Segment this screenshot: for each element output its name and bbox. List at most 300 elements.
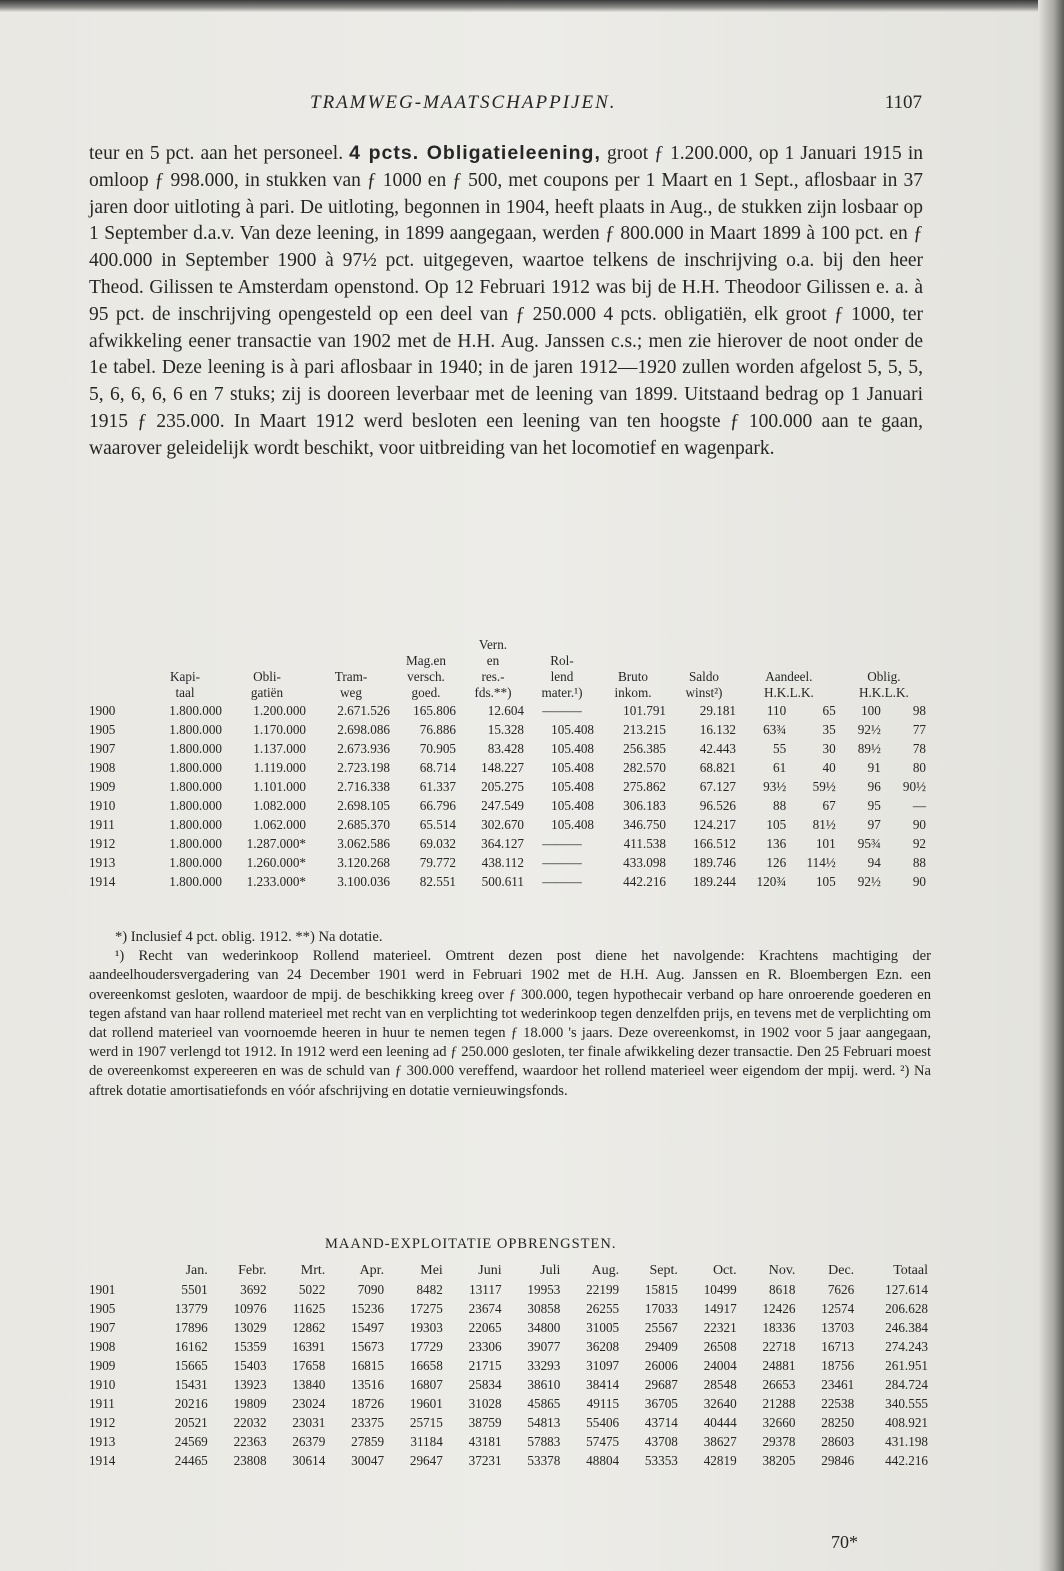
row-year: 1907 bbox=[89, 1320, 116, 1335]
row-year: 1914 bbox=[89, 1453, 116, 1468]
table-cell: 16807 bbox=[409, 1377, 443, 1392]
table-cell: 346.750 bbox=[623, 817, 666, 832]
table-row bbox=[89, 872, 929, 891]
table-cell: 25567 bbox=[644, 1320, 678, 1335]
table-cell: 1.101.000 bbox=[253, 779, 306, 794]
table-row bbox=[89, 1299, 931, 1318]
table-cell: 26006 bbox=[644, 1358, 678, 1373]
table-cell: 26653 bbox=[762, 1377, 796, 1392]
table-cell: 30614 bbox=[292, 1453, 326, 1468]
table-cell: 246.384 bbox=[885, 1320, 928, 1335]
col-year bbox=[89, 637, 145, 701]
month-column-header: Totaal bbox=[893, 1263, 928, 1278]
col-rollend: Rol- lend mater.¹) bbox=[541, 653, 583, 700]
month-column-header: Sept. bbox=[649, 1263, 678, 1278]
row-year: 1912 bbox=[89, 836, 116, 851]
table-cell: 63¾ bbox=[763, 722, 787, 737]
col-aandeel: Aandeel. H.K.L.K. bbox=[763, 669, 814, 700]
table-cell: 105.408 bbox=[551, 779, 594, 794]
table-row bbox=[89, 1318, 931, 1337]
table-cell: 17896 bbox=[174, 1320, 208, 1335]
table-cell: 15359 bbox=[233, 1339, 267, 1354]
table-cell: 17658 bbox=[292, 1358, 326, 1373]
table-cell: 28548 bbox=[703, 1377, 737, 1392]
table-cell: 29.181 bbox=[699, 703, 736, 718]
table-cell: ——— bbox=[542, 855, 582, 870]
table-cell: 13516 bbox=[351, 1377, 385, 1392]
table-cell: ——— bbox=[542, 874, 582, 889]
scan-top-shadow bbox=[0, 0, 1064, 12]
table-cell: 13029 bbox=[233, 1320, 267, 1335]
month-column-header: Apr. bbox=[359, 1263, 385, 1278]
table-cell: 22321 bbox=[703, 1320, 737, 1335]
table-cell: 24569 bbox=[174, 1434, 208, 1449]
table-row bbox=[89, 1375, 931, 1394]
footnote-star: *) Inclusief 4 pct. oblig. 1912. **) Na dotatie. bbox=[115, 929, 383, 945]
row-year: 1911 bbox=[89, 817, 115, 832]
table-cell: 22718 bbox=[762, 1339, 796, 1354]
table-cell: 94 bbox=[867, 855, 881, 870]
table-cell: 67.127 bbox=[699, 779, 736, 794]
table-cell: 275.862 bbox=[623, 779, 666, 794]
table-cell: 306.183 bbox=[623, 798, 666, 813]
table-cell: 76.886 bbox=[419, 722, 456, 737]
table-cell: 261.951 bbox=[885, 1358, 928, 1373]
table-cell: 17275 bbox=[409, 1301, 443, 1316]
table-cell: 23375 bbox=[351, 1415, 385, 1430]
table-cell: 1.800.000 bbox=[169, 817, 222, 832]
table-cell: 91 bbox=[867, 760, 881, 775]
table-cell: 5501 bbox=[181, 1282, 208, 1297]
table-cell: 1.119.000 bbox=[253, 760, 306, 775]
row-year: 1909 bbox=[89, 779, 116, 794]
month-column-header: Jan. bbox=[185, 1263, 208, 1278]
table-cell: 24881 bbox=[762, 1358, 796, 1373]
table-row bbox=[89, 739, 929, 758]
table-cell: 23031 bbox=[292, 1415, 326, 1430]
table-cell: 1.800.000 bbox=[169, 703, 222, 718]
table-cell: 68.821 bbox=[699, 760, 736, 775]
paragraph-text-start: teur en 5 pct. aan het personeel. bbox=[89, 143, 350, 164]
table-cell: 96 bbox=[867, 779, 881, 794]
table-cell: 16815 bbox=[351, 1358, 385, 1373]
table-cell: 29846 bbox=[821, 1453, 855, 1468]
table-cell: 105 bbox=[766, 817, 787, 832]
month-column-header: Dec. bbox=[828, 1263, 855, 1278]
table-cell: 31028 bbox=[468, 1396, 502, 1411]
col-magazijn: Mag.en versch. goed. bbox=[406, 653, 446, 700]
table-cell: 55 bbox=[773, 741, 787, 756]
table-cell: 105.408 bbox=[551, 760, 594, 775]
table-cell: 21288 bbox=[762, 1396, 796, 1411]
table-cell: 22065 bbox=[468, 1320, 502, 1335]
month-column-header: Juli bbox=[540, 1263, 561, 1278]
table-cell: 61.337 bbox=[419, 779, 456, 794]
table-cell: 25715 bbox=[409, 1415, 443, 1430]
table-cell: 42.443 bbox=[699, 741, 736, 756]
table-cell: 7626 bbox=[827, 1282, 855, 1297]
table-cell: 3.120.268 bbox=[337, 855, 390, 870]
table-cell: 23024 bbox=[292, 1396, 326, 1411]
table-cell: 1.800.000 bbox=[169, 798, 222, 813]
table-cell: 11625 bbox=[292, 1301, 326, 1316]
table-cell: 16658 bbox=[409, 1358, 443, 1373]
table-cell: 1.800.000 bbox=[169, 855, 222, 870]
table-row bbox=[89, 1280, 931, 1299]
table-cell: 38205 bbox=[762, 1453, 796, 1468]
table-cell: 16.132 bbox=[699, 722, 736, 737]
table-row bbox=[89, 1413, 931, 1432]
table-cell: 14917 bbox=[703, 1301, 737, 1316]
table-cell: 18336 bbox=[762, 1320, 796, 1335]
table-cell: 408.921 bbox=[885, 1415, 928, 1430]
table-cell: 442.216 bbox=[885, 1453, 928, 1468]
table-cell: 92½ bbox=[857, 874, 881, 889]
row-year: 1900 bbox=[89, 703, 116, 718]
table-cell: 411.538 bbox=[623, 836, 666, 851]
table-cell: 65 bbox=[822, 703, 836, 718]
table-cell: 45865 bbox=[527, 1396, 561, 1411]
table-cell: 189.244 bbox=[693, 874, 736, 889]
table-row bbox=[89, 777, 929, 796]
month-column-header: Aug. bbox=[591, 1263, 620, 1278]
table-cell: 48804 bbox=[586, 1453, 620, 1468]
table-row bbox=[89, 1356, 931, 1375]
table-cell: 54813 bbox=[527, 1415, 561, 1430]
table-cell: 5022 bbox=[298, 1282, 326, 1297]
table-cell: 15497 bbox=[351, 1320, 385, 1335]
col-obligatien: Obli- gatiën bbox=[250, 669, 284, 700]
page-number: 1107 bbox=[884, 92, 922, 113]
month-column-header: Febr. bbox=[238, 1263, 267, 1278]
table-cell: 25834 bbox=[468, 1377, 502, 1392]
monthly-table-body bbox=[89, 1280, 931, 1470]
table-cell: 247.549 bbox=[481, 798, 524, 813]
table-cell: 2.673.936 bbox=[337, 741, 390, 756]
table-cell: 17033 bbox=[644, 1301, 678, 1316]
table-cell: 19809 bbox=[233, 1396, 267, 1411]
table-row bbox=[89, 796, 929, 815]
footnotes bbox=[89, 928, 931, 1101]
row-year: 1905 bbox=[89, 1301, 116, 1316]
row-year: 1912 bbox=[89, 1415, 116, 1430]
monthly-header-row bbox=[89, 1262, 931, 1280]
row-year: 1908 bbox=[89, 1339, 116, 1354]
table-cell: 206.628 bbox=[885, 1301, 928, 1316]
table-cell: 21715 bbox=[468, 1358, 502, 1373]
table-cell: 438.112 bbox=[481, 855, 524, 870]
table-cell: 61 bbox=[773, 760, 787, 775]
table-cell: 2.685.370 bbox=[337, 817, 390, 832]
table-cell: 38627 bbox=[703, 1434, 737, 1449]
table-cell: 24465 bbox=[174, 1453, 208, 1468]
table-cell: 83.428 bbox=[487, 741, 524, 756]
financial-table-header-row bbox=[89, 637, 929, 701]
table-cell: 13779 bbox=[174, 1301, 208, 1316]
table-cell: 500.611 bbox=[481, 874, 524, 889]
table-cell: 124.217 bbox=[693, 817, 736, 832]
table-cell: 22199 bbox=[586, 1282, 620, 1297]
table-cell: 22363 bbox=[233, 1434, 267, 1449]
table-cell: 29647 bbox=[409, 1453, 443, 1468]
table-cell: 1.800.000 bbox=[169, 836, 222, 851]
table-row bbox=[89, 1337, 931, 1356]
table-cell: 12862 bbox=[292, 1320, 326, 1335]
table-cell: 1.200.000 bbox=[253, 703, 306, 718]
table-cell: 39077 bbox=[527, 1339, 561, 1354]
footnote-one: ¹) Recht van wederinkoop Rollend materieel. Omtrent dezen post diene het navolgende: Krachtens machtiging der aandeelhoudersvergadering van 24 December 1901 werd in Februari 1902 met de H.H. Aug. Janssen en R. Bloembergen Ezn. een overeenkomst gesloten, waardoor de mpij. de beschikking kreeg over ƒ 300.000, tegen hypothecair verband op hare onroerende goederen en tegen afstand van haar rollend materieel met recht van en verplichting tot wederinkoop tegen denzelfden prijs, en tevens met de verplichting om dat rollend materieel van voornoemde heeren in huur te nemen tegen ƒ 18.000 's jaars. Deze overeenkomst, in 1902 voor 5 jaar aangegaan, werd in 1907 verlengd tot 1912. In 1912 werd een leening ad ƒ 250.000 gesloten, ter finale afwikkeling dezer transactie. Den 25 Februari moest de overeenkomst expereeren en was de schuld van ƒ 300.000 vereffend, waardoor het rollend materieel weer eigendom der mpij. werd. ²) Na aftrek dotatie amortisatiefonds en vóór afschrijving en dotatie vernieuwingsfonds. bbox=[89, 948, 931, 1099]
table-cell: 32660 bbox=[762, 1415, 796, 1430]
table-cell: 22032 bbox=[233, 1415, 267, 1430]
table-cell: 12426 bbox=[762, 1301, 796, 1316]
table-cell: 340.555 bbox=[885, 1396, 928, 1411]
table-cell: 23306 bbox=[468, 1339, 502, 1354]
table-cell: 31005 bbox=[586, 1320, 620, 1335]
row-year: 1914 bbox=[89, 874, 116, 889]
table-cell: 20216 bbox=[174, 1396, 208, 1411]
running-head bbox=[310, 92, 930, 118]
table-cell: 70.905 bbox=[419, 741, 456, 756]
table-cell: 2.698.105 bbox=[337, 798, 390, 813]
row-year: 1911 bbox=[89, 1396, 115, 1411]
table-row bbox=[89, 758, 929, 777]
row-year: 1901 bbox=[89, 1282, 116, 1297]
table-cell: 1.062.000 bbox=[253, 817, 306, 832]
table-cell: 57475 bbox=[586, 1434, 620, 1449]
table-cell: 67 bbox=[822, 798, 836, 813]
table-cell: 431.198 bbox=[885, 1434, 928, 1449]
table-cell: 96.526 bbox=[699, 798, 736, 813]
table-cell: 105.408 bbox=[551, 741, 594, 756]
table-cell: 27859 bbox=[351, 1434, 385, 1449]
paragraph-text-rest: groot ƒ 1.200.000, op 1 Januari 1915 in omloop ƒ 998.000, in stukken van ƒ 1000 en ƒ 500, met coupons per 1 Maart en 1 Sept., aflosbaar in 37 jaren door uitloting à pari. De uitloting, begonnen in 1904, heeft plaats in Aug., de stukken zijn losbaar op 1 September d.a.v. Van deze leening, in 1899 aangegaan, werden ƒ 800.000 in Maart 1899 à 100 pct. en ƒ 400.000 in September 1900 à 97½ pct. uitgegeven, waartoe telkens de inschrijving o.a. bij den heer Theod. Gilissen te Amsterdam openstond. Op 12 Februari 1912 was bij de H.H. Theodoor Gilissen e. a. à 95 pct. de inschrijving opengesteld op een deel van ƒ 250.000 4 pcts. obligatiën, elk groot ƒ 1000, ter afwikkeling eener transactie van 1902 met de H.H. Aug. Janssen c.s.; men zie hierover de noot onder de 1e tabel. Deze leening is à pari aflosbaar in 1940; in de jaren 1912—1920 zullen worden afgelost 5, 5, 5, 5, 6, 6, 6, 6 en 7 stuks; zij is dooreen leverbaar met de leening van 1899. Uitstaand bedrag op 1 Januari 1915 ƒ 235.000. In Maart 1912 werd besloten een leening van ten hoogste ƒ 100.000 aan te gaan, waarover geleidelijk wordt beschikt, voor uitbreiding van het locomotief en wagenpark. bbox=[89, 143, 923, 459]
table-cell: 59½ bbox=[812, 779, 836, 794]
col-vernieuwing: Vern. en res.- fds.**) bbox=[474, 637, 512, 700]
table-cell: 15815 bbox=[644, 1282, 678, 1297]
table-cell: 114½ bbox=[806, 855, 836, 870]
row-year: 1910 bbox=[89, 798, 116, 813]
table-cell: 442.216 bbox=[623, 874, 666, 889]
table-cell: 13840 bbox=[292, 1377, 326, 1392]
table-cell: 105.408 bbox=[551, 817, 594, 832]
table-cell: 8618 bbox=[769, 1282, 796, 1297]
table-cell: 55406 bbox=[586, 1415, 620, 1430]
table-cell: 15403 bbox=[233, 1358, 267, 1373]
table-cell: 136 bbox=[766, 836, 787, 851]
table-cell: 1.287.000* bbox=[246, 836, 306, 851]
bond-loan-paragraph bbox=[89, 140, 923, 463]
table-cell: 49115 bbox=[586, 1396, 620, 1411]
table-cell: 3.100.036 bbox=[337, 874, 390, 889]
table-cell: ——— bbox=[542, 836, 582, 851]
table-cell: 92½ bbox=[857, 722, 881, 737]
table-cell: 31097 bbox=[586, 1358, 620, 1373]
table-cell: 33293 bbox=[527, 1358, 561, 1373]
table-row bbox=[89, 720, 929, 739]
table-cell: 101.791 bbox=[623, 703, 666, 718]
table-cell: 35 bbox=[822, 722, 836, 737]
table-cell: 12574 bbox=[821, 1301, 855, 1316]
table-cell: 95¾ bbox=[857, 836, 881, 851]
table-cell: 92 bbox=[912, 836, 926, 851]
table-cell: 10976 bbox=[233, 1301, 267, 1316]
table-cell: 148.227 bbox=[481, 760, 524, 775]
table-cell: 82.551 bbox=[419, 874, 456, 889]
table-cell: 57883 bbox=[527, 1434, 561, 1449]
table-cell: 97 bbox=[867, 817, 881, 832]
table-cell: 23461 bbox=[821, 1377, 855, 1392]
table-cell: 3692 bbox=[240, 1282, 267, 1297]
table-cell: 23674 bbox=[468, 1301, 502, 1316]
monthly-revenue-table bbox=[89, 1262, 931, 1470]
table-cell: 81½ bbox=[812, 817, 836, 832]
table-cell: 126 bbox=[766, 855, 787, 870]
table-cell: 93½ bbox=[763, 779, 787, 794]
row-year: 1907 bbox=[89, 741, 116, 756]
month-column-header: Mrt. bbox=[300, 1263, 326, 1278]
month-column-header: Nov. bbox=[768, 1263, 796, 1278]
table-cell: 19953 bbox=[527, 1282, 561, 1297]
table-cell: 30047 bbox=[351, 1453, 385, 1468]
table-cell: 1.800.000 bbox=[169, 722, 222, 737]
table-cell: 282.570 bbox=[623, 760, 666, 775]
table-cell: 31184 bbox=[410, 1434, 443, 1449]
table-cell: 18726 bbox=[351, 1396, 385, 1411]
table-cell: 12.604 bbox=[487, 703, 524, 718]
table-cell: 15673 bbox=[351, 1339, 385, 1354]
table-row bbox=[89, 1394, 931, 1413]
table-row bbox=[89, 1432, 931, 1451]
table-cell: 15.328 bbox=[487, 722, 524, 737]
financial-table bbox=[89, 637, 929, 891]
table-cell: 105.408 bbox=[551, 798, 594, 813]
table-cell: 105.408 bbox=[551, 722, 594, 737]
table-cell: 23808 bbox=[233, 1453, 267, 1468]
table-cell: 13703 bbox=[821, 1320, 855, 1335]
table-cell: 29687 bbox=[644, 1377, 678, 1392]
row-year: 1913 bbox=[89, 1434, 116, 1449]
scan-right-edge bbox=[1038, 0, 1064, 1571]
table-cell: 89½ bbox=[857, 741, 881, 756]
table-cell: 7090 bbox=[357, 1282, 385, 1297]
table-cell: 433.098 bbox=[623, 855, 666, 870]
table-cell: 24004 bbox=[703, 1358, 737, 1373]
signature-mark: 70* bbox=[831, 1532, 858, 1552]
table-cell: 1.233.000* bbox=[246, 874, 306, 889]
table-cell: 205.275 bbox=[481, 779, 524, 794]
table-cell: 26255 bbox=[586, 1301, 620, 1316]
table-cell: 69.032 bbox=[419, 836, 456, 851]
table-cell: 16391 bbox=[292, 1339, 326, 1354]
loan-heading: 4 pcts. Obligatieleening, bbox=[349, 142, 601, 164]
table-cell: 1.082.000 bbox=[253, 798, 306, 813]
table-row bbox=[89, 853, 929, 872]
table-row bbox=[89, 701, 929, 720]
table-row bbox=[89, 1451, 931, 1470]
table-cell: 1.260.000* bbox=[246, 855, 306, 870]
table-cell: 2.698.086 bbox=[337, 722, 390, 737]
table-cell: 1.800.000 bbox=[169, 779, 222, 794]
table-cell: 1.800.000 bbox=[169, 874, 222, 889]
table-cell: 16713 bbox=[821, 1339, 855, 1354]
table-cell: 22538 bbox=[821, 1396, 855, 1411]
row-year: 1908 bbox=[89, 760, 116, 775]
table-cell: ——— bbox=[542, 703, 582, 718]
table-cell: 43181 bbox=[468, 1434, 502, 1449]
table-cell: 40444 bbox=[703, 1415, 737, 1430]
table-cell: 53353 bbox=[644, 1453, 678, 1468]
col-kapitaal: Kapi- taal bbox=[169, 669, 201, 700]
table-cell: 13923 bbox=[233, 1377, 267, 1392]
table-cell: 16162 bbox=[174, 1339, 208, 1354]
table-cell: 30858 bbox=[527, 1301, 561, 1316]
table-cell: 110 bbox=[766, 703, 787, 718]
table-cell: 20521 bbox=[174, 1415, 208, 1430]
table-cell: 18756 bbox=[821, 1358, 855, 1373]
table-cell: 88 bbox=[912, 855, 926, 870]
col-tramweg: Tram- weg bbox=[334, 669, 368, 700]
table-cell: 98 bbox=[912, 703, 926, 718]
table-cell: 26379 bbox=[292, 1434, 326, 1449]
table-cell: — bbox=[912, 798, 926, 813]
table-cell: 3.062.586 bbox=[337, 836, 390, 851]
table-cell: 38610 bbox=[527, 1377, 561, 1392]
row-year: 1913 bbox=[89, 855, 116, 870]
table-cell: 100 bbox=[861, 703, 881, 718]
table-cell: 17729 bbox=[409, 1339, 443, 1354]
table-cell: 38759 bbox=[468, 1415, 502, 1430]
table-cell: 15236 bbox=[351, 1301, 385, 1316]
table-cell: 213.215 bbox=[623, 722, 666, 737]
table-cell: 2.671.526 bbox=[337, 703, 390, 718]
table-cell: 37231 bbox=[468, 1453, 502, 1468]
table-cell: 1.800.000 bbox=[169, 741, 222, 756]
table-cell: 88 bbox=[773, 798, 787, 813]
table-cell: 95 bbox=[867, 798, 881, 813]
table-cell: 101 bbox=[815, 836, 836, 851]
financial-table-body bbox=[89, 701, 929, 891]
running-head-title: TRAMWEG-MAATSCHAPPIJEN. bbox=[310, 92, 617, 113]
table-cell: 8482 bbox=[416, 1282, 443, 1297]
table-cell: 1.170.000 bbox=[253, 722, 306, 737]
month-column-header: Oct. bbox=[712, 1263, 737, 1278]
table-cell: 166.512 bbox=[693, 836, 736, 851]
table-cell: 65.514 bbox=[419, 817, 456, 832]
row-year: 1905 bbox=[89, 722, 116, 737]
col-saldo: Saldo winst²) bbox=[685, 669, 723, 700]
table-cell: 77 bbox=[912, 722, 926, 737]
table-cell: 28603 bbox=[821, 1434, 855, 1449]
table-cell: 364.127 bbox=[481, 836, 524, 851]
table-cell: 19303 bbox=[409, 1320, 443, 1335]
table-cell: 66.796 bbox=[419, 798, 456, 813]
col-year bbox=[89, 1262, 152, 1280]
table-cell: 302.670 bbox=[481, 817, 524, 832]
table-cell: 28250 bbox=[821, 1415, 855, 1430]
table-cell: 29409 bbox=[644, 1339, 678, 1354]
table-cell: 19601 bbox=[409, 1396, 443, 1411]
table-cell: 120¾ bbox=[756, 874, 787, 889]
table-cell: 1.137.000 bbox=[253, 741, 306, 756]
table-cell: 105 bbox=[815, 874, 836, 889]
monthly-section-title: MAAND-EXPLOITATIE OPBRENGSTEN. bbox=[325, 1236, 617, 1252]
month-column-header: Juni bbox=[478, 1263, 502, 1278]
table-cell: 13117 bbox=[469, 1282, 502, 1297]
table-cell: 32640 bbox=[703, 1396, 737, 1411]
table-cell: 34800 bbox=[527, 1320, 561, 1335]
table-cell: 36705 bbox=[644, 1396, 678, 1411]
table-cell: 43708 bbox=[644, 1434, 678, 1449]
